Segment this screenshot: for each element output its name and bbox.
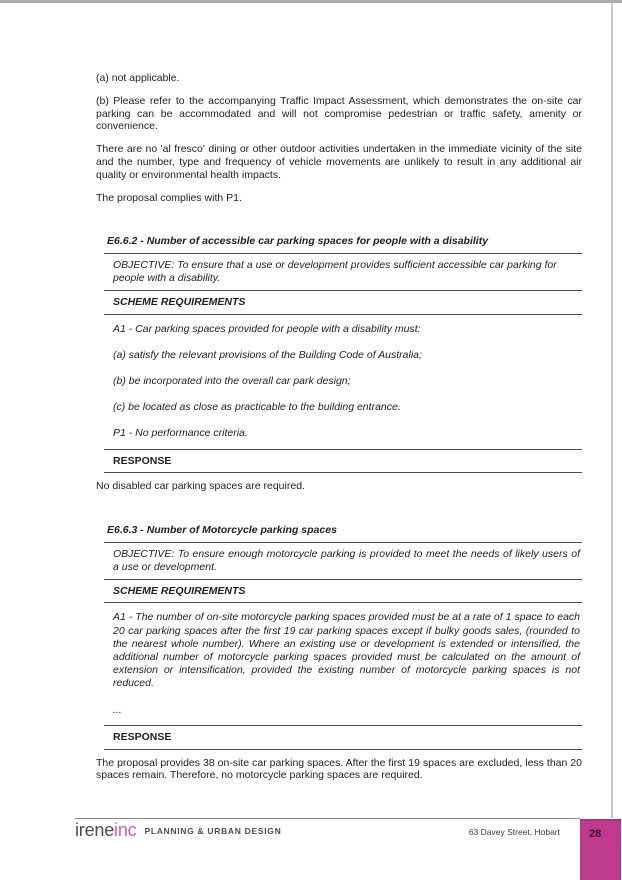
response-label: RESPONSE xyxy=(104,726,582,750)
page-number: 28 xyxy=(589,828,602,840)
page-number-box xyxy=(580,819,621,880)
requirement-a1: A1 - Car parking spaces provided for people with a disability must: xyxy=(113,322,421,335)
objective-cell: OBJECTIVE: To ensure that a use or development provides sufficient accessible car parking for people with a disability. xyxy=(104,254,582,291)
clause-heading: E6.6.2 - Number of accessible car parking spaces for people with a disability xyxy=(104,233,582,254)
requirements-cell xyxy=(104,315,582,450)
company-logo xyxy=(75,820,281,841)
scheme-requirements-label: SCHEME REQUIREMENTS xyxy=(104,291,582,315)
paragraph-al-fresco: There are no 'al fresco' dining or other outdoor activities undertaken in the immediate vicinity of the site and the number, type and frequency of vehicle movements are unlikely to result in any additional air quality or environmental health impacts. xyxy=(96,143,582,181)
footer-divider xyxy=(75,818,580,819)
requirement-p1: P1 - No performance criteria. xyxy=(113,427,248,440)
logo-tagline: PLANNING & URBAN DESIGN xyxy=(144,826,282,836)
objective-cell: OBJECTIVE: To ensure enough motorcycle parking is provided to meet the needs of likely users of a use or development. xyxy=(104,543,582,580)
clause-heading: E6.6.3 - Number of Motorcycle parking spaces xyxy=(104,522,582,543)
logo-text-inc: inc xyxy=(114,820,137,840)
response-text: The proposal provides 38 on-site car parking spaces. After the first 19 spaces are excluded, less than 20 spaces remain. Therefore, no motorcycle parking spaces are required. xyxy=(96,756,582,782)
section-e6-6-2 xyxy=(96,233,582,493)
page-top-border xyxy=(0,0,622,3)
requirement-a1: A1 - The number of on-site motorcycle parking spaces provided must be at a rate of 1 space to each 20 car parking spaces after the first 19 car parking spaces except if bulky goods sales, (rounded to the nearest whole number). Where an existing use or development is extended or intensified, the additional number of motorcycle parking spaces provided must be calculated on the amount of extension or intensification, provided the existing number of motorcycle parking spaces is not reduced. xyxy=(113,611,580,690)
logo-text-irene: irene xyxy=(75,820,115,840)
response-label: RESPONSE xyxy=(104,450,582,474)
requirement-item-c: (c) be located as close as practicable to the building entrance. xyxy=(113,401,401,414)
page-right-border xyxy=(611,3,613,818)
requirement-ellipsis: ... xyxy=(113,703,122,716)
paragraph-traffic-impact: (b) Please refer to the accompanying Traffic Impact Assessment, which demonstrates the on-site car parking can be accommodated and will not compromise pedestrian or traffic safety, amenity or convenience. xyxy=(96,94,582,133)
paragraph-not-applicable: (a) not applicable. xyxy=(96,72,180,84)
response-text: No disabled car parking spaces are required. xyxy=(96,480,305,493)
page-content xyxy=(96,72,582,782)
requirements-cell xyxy=(104,603,582,725)
requirement-item-a: (a) satisfy the relevant provisions of the Building Code of Australia; xyxy=(113,348,422,361)
paragraph-complies-p1: The proposal complies with P1. xyxy=(96,191,242,204)
requirement-item-b: (b) be incorporated into the overall car park design; xyxy=(113,374,351,387)
section-e6-6-3 xyxy=(96,522,582,782)
scheme-requirements-label: SCHEME REQUIREMENTS xyxy=(104,580,582,604)
footer-address: 63 Davey Street, Hobart xyxy=(468,827,560,837)
